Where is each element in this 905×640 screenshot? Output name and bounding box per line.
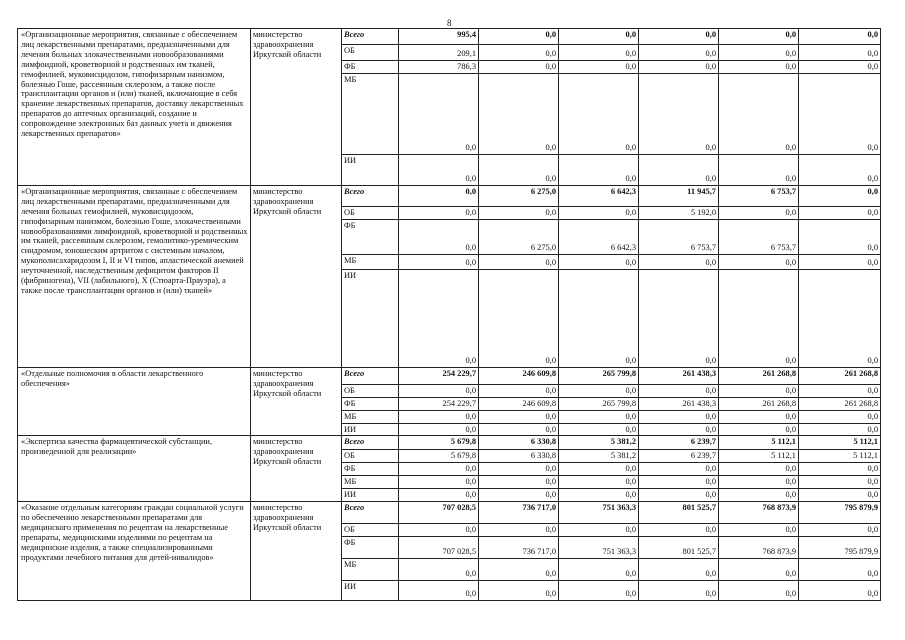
amount-cell: 6 330,8	[479, 436, 559, 450]
amount-cell: 0,0	[639, 269, 719, 367]
amount-cell: 0,0	[639, 463, 719, 476]
amount-cell: 0,0	[479, 410, 559, 423]
amount-cell: 0,0	[639, 558, 719, 580]
amount-cell: 0,0	[639, 254, 719, 269]
amount-cell: 0,0	[559, 489, 639, 502]
amount-cell: 0,0	[719, 410, 799, 423]
amount-cell: 0,0	[639, 423, 719, 436]
amount-cell: 0,0	[719, 45, 799, 61]
amount-cell: 0,0	[639, 61, 719, 74]
funding-source: ИИ	[342, 269, 399, 367]
amount-cell: 0,0	[719, 558, 799, 580]
amount-cell: 261 438,3	[639, 397, 719, 410]
amount-cell: 0,0	[719, 29, 799, 45]
funding-source: ОБ	[342, 206, 399, 219]
amount-cell: 0,0	[399, 73, 479, 154]
amount-cell: 6 642,3	[559, 185, 639, 206]
funding-source: ОБ	[342, 524, 399, 537]
table-row	[18, 185, 881, 206]
funding-source: ФБ	[342, 61, 399, 74]
responsible-organization: министерство здравоохранения Иркутской области	[251, 502, 342, 601]
amount-cell: 795 879,9	[799, 502, 881, 524]
amount-cell: 0,0	[559, 423, 639, 436]
amount-cell: 0,0	[799, 384, 881, 397]
amount-cell: 5 112,1	[799, 436, 881, 450]
amount-cell: 0,0	[639, 384, 719, 397]
funding-source: ФБ	[342, 463, 399, 476]
amount-cell: 707 028,5	[399, 502, 479, 524]
amount-cell: 265 799,8	[559, 367, 639, 384]
amount-cell: 0,0	[799, 489, 881, 502]
amount-cell: 0,0	[799, 29, 881, 45]
amount-cell: 5 112,1	[719, 436, 799, 450]
amount-cell: 0,0	[799, 410, 881, 423]
amount-cell: 6 753,7	[719, 185, 799, 206]
amount-cell: 0,0	[479, 154, 559, 185]
amount-cell: 0,0	[719, 206, 799, 219]
responsible-organization: министерство здравоохранения Иркутской области	[251, 185, 342, 367]
funding-source: ИИ	[342, 580, 399, 600]
table-row	[18, 29, 881, 45]
amount-cell: 6 275,0	[479, 185, 559, 206]
amount-cell: 0,0	[559, 524, 639, 537]
funding-source: ФБ	[342, 397, 399, 410]
amount-cell: 0,0	[719, 73, 799, 154]
amount-cell: 0,0	[639, 154, 719, 185]
amount-cell: 0,0	[799, 423, 881, 436]
funding-source: МБ	[342, 254, 399, 269]
amount-cell: 0,0	[719, 423, 799, 436]
amount-cell: 0,0	[479, 206, 559, 219]
amount-cell: 261 268,8	[719, 397, 799, 410]
funding-source: Всего	[342, 436, 399, 450]
amount-cell: 0,0	[719, 580, 799, 600]
amount-cell: 0,0	[639, 45, 719, 61]
amount-cell: 0,0	[799, 61, 881, 74]
amount-cell: 0,0	[479, 254, 559, 269]
amount-cell: 5 112,1	[799, 450, 881, 463]
amount-cell: 0,0	[479, 423, 559, 436]
amount-cell: 209,1	[399, 45, 479, 61]
amount-cell: 0,0	[719, 476, 799, 489]
amount-cell: 0,0	[399, 489, 479, 502]
amount-cell: 0,0	[559, 154, 639, 185]
amount-cell: 0,0	[479, 489, 559, 502]
amount-cell: 6 275,0	[479, 219, 559, 254]
amount-cell: 5 192,0	[639, 206, 719, 219]
amount-cell: 0,0	[479, 29, 559, 45]
amount-cell: 0,0	[799, 73, 881, 154]
funding-source: Всего	[342, 502, 399, 524]
amount-cell: 265 799,8	[559, 397, 639, 410]
amount-cell: 0,0	[399, 410, 479, 423]
amount-cell: 0,0	[639, 410, 719, 423]
amount-cell: 0,0	[799, 45, 881, 61]
amount-cell: 0,0	[479, 61, 559, 74]
amount-cell: 0,0	[559, 463, 639, 476]
amount-cell: 11 945,7	[639, 185, 719, 206]
amount-cell: 5 679,8	[399, 436, 479, 450]
funding-source: ИИ	[342, 154, 399, 185]
activity-description: «Экспертиза качества фармацевтической субстанции, произведенной для реализации»	[18, 436, 251, 502]
amount-cell: 0,0	[719, 61, 799, 74]
activity-description: «Оказание отдельным категориям граждан социальной услуги по обеспечению лекарственными препаратами для медицинского применения по рецептам на лекарственные препараты, медицинскими изделиями по рецептам на медицинские изделия, а также специализированными продуктами лечебного питания для детей-инвалидов»	[18, 502, 251, 601]
amount-cell: 254 229,7	[399, 397, 479, 410]
funding-source: ОБ	[342, 45, 399, 61]
responsible-organization: министерство здравоохранения Иркутской области	[251, 367, 342, 436]
amount-cell: 0,0	[479, 73, 559, 154]
amount-cell: 0,0	[799, 463, 881, 476]
amount-cell: 0,0	[479, 580, 559, 600]
amount-cell: 0,0	[559, 29, 639, 45]
amount-cell: 801 525,7	[639, 502, 719, 524]
amount-cell: 0,0	[479, 384, 559, 397]
amount-cell: 261 268,8	[799, 397, 881, 410]
amount-cell: 751 363,3	[559, 502, 639, 524]
amount-cell: 0,0	[799, 206, 881, 219]
funding-source: МБ	[342, 73, 399, 154]
amount-cell: 0,0	[559, 45, 639, 61]
amount-cell: 261 268,8	[799, 367, 881, 384]
table-row	[18, 367, 881, 384]
amount-cell: 0,0	[559, 269, 639, 367]
amount-cell: 0,0	[559, 254, 639, 269]
funding-source: ФБ	[342, 219, 399, 254]
amount-cell: 0,0	[799, 524, 881, 537]
amount-cell: 261 268,8	[719, 367, 799, 384]
amount-cell: 768 873,9	[719, 536, 799, 558]
amount-cell: 0,0	[399, 524, 479, 537]
amount-cell: 0,0	[399, 154, 479, 185]
amount-cell: 786,3	[399, 61, 479, 74]
funding-source: ИИ	[342, 489, 399, 502]
amount-cell: 736 717,0	[479, 502, 559, 524]
funding-source: МБ	[342, 558, 399, 580]
funding-source: ОБ	[342, 450, 399, 463]
amount-cell: 0,0	[639, 73, 719, 154]
amount-cell: 5 679,8	[399, 450, 479, 463]
amount-cell: 0,0	[559, 384, 639, 397]
responsible-organization: министерство здравоохранения Иркутской области	[251, 436, 342, 502]
funding-source: МБ	[342, 410, 399, 423]
amount-cell: 736 717,0	[479, 536, 559, 558]
amount-cell: 0,0	[479, 45, 559, 61]
funding-source: Всего	[342, 367, 399, 384]
amount-cell: 0,0	[399, 384, 479, 397]
amount-cell: 0,0	[399, 254, 479, 269]
amount-cell: 246 609,8	[479, 397, 559, 410]
amount-cell: 0,0	[799, 219, 881, 254]
amount-cell: 795 879,9	[799, 536, 881, 558]
amount-cell: 6 239,7	[639, 436, 719, 450]
amount-cell: 0,0	[399, 269, 479, 367]
amount-cell: 0,0	[399, 185, 479, 206]
amount-cell: 0,0	[479, 558, 559, 580]
amount-cell: 0,0	[799, 558, 881, 580]
funding-source: ОБ	[342, 384, 399, 397]
amount-cell: 5 381,2	[559, 450, 639, 463]
activity-description: «Организационные мероприятия, связанные с обеспечением лиц лекарственными препаратами, предназначенными для лечения больных гемофилией, муковисцидозом, гипофизарным нанизмом, болезнью Гоше, злокачественными новообразованиями лимфоидной, кроветворной и родственных им тканей, рассеянным склерозом, гемолитико-уремическим синдромом, юношеским артритом с системным началом, мукополисахаридозом I, II и VI типов, апластической анемией неуточненной, наследственным дефицитом факторов II (фибриногена), VII (лабильного), X (Стюарта-Прауэра), а также после трансплантации органов и (или) тканей»	[18, 185, 251, 367]
amount-cell: 801 525,7	[639, 536, 719, 558]
amount-cell: 0,0	[399, 558, 479, 580]
funding-source: ИИ	[342, 423, 399, 436]
page-number: 8	[447, 18, 452, 28]
table-row	[18, 502, 881, 524]
amount-cell: 0,0	[479, 269, 559, 367]
amount-cell: 0,0	[799, 254, 881, 269]
amount-cell: 254 229,7	[399, 367, 479, 384]
amount-cell: 995,4	[399, 29, 479, 45]
amount-cell: 0,0	[719, 463, 799, 476]
amount-cell: 0,0	[639, 476, 719, 489]
amount-cell: 0,0	[399, 476, 479, 489]
amount-cell: 5 112,1	[719, 450, 799, 463]
amount-cell: 0,0	[639, 489, 719, 502]
amount-cell: 0,0	[479, 524, 559, 537]
amount-cell: 0,0	[799, 154, 881, 185]
amount-cell: 0,0	[719, 489, 799, 502]
amount-cell: 246 609,8	[479, 367, 559, 384]
funding-source: ФБ	[342, 536, 399, 558]
table-row	[18, 436, 881, 450]
amount-cell: 6 330,8	[479, 450, 559, 463]
amount-cell: 0,0	[639, 29, 719, 45]
amount-cell: 0,0	[639, 580, 719, 600]
amount-cell: 768 873,9	[719, 502, 799, 524]
amount-cell: 0,0	[399, 219, 479, 254]
amount-cell: 0,0	[719, 154, 799, 185]
amount-cell: 0,0	[559, 61, 639, 74]
funding-table	[17, 28, 881, 601]
funding-source: Всего	[342, 29, 399, 45]
amount-cell: 0,0	[799, 269, 881, 367]
activity-description: «Организационные мероприятия, связанные с обеспечением лиц лекарственными препаратами, предназначенными для лечения больных злокачественными новообразованиями лимфоидной, кроветворной и родственных им тканей, гемофилией, муковисцидозом, гипофизарным нанизмом, болезнью Гоше, рассеянным склерозом, а также после трансплантации органов и (или) тканей, включающие в себя хранение лекарственных препаратов, доставку лекарственных препаратов до аптечных организаций, создание и сопровождение электронных баз данных учета и движения лекарственных препаратов»	[18, 29, 251, 186]
amount-cell: 0,0	[719, 254, 799, 269]
amount-cell: 0,0	[799, 185, 881, 206]
amount-cell: 6 239,7	[639, 450, 719, 463]
amount-cell: 6 753,7	[719, 219, 799, 254]
amount-cell: 0,0	[399, 463, 479, 476]
amount-cell: 0,0	[719, 269, 799, 367]
amount-cell: 0,0	[559, 476, 639, 489]
amount-cell: 6 642,3	[559, 219, 639, 254]
amount-cell: 0,0	[399, 580, 479, 600]
amount-cell: 707 028,5	[399, 536, 479, 558]
amount-cell: 0,0	[399, 423, 479, 436]
amount-cell: 0,0	[799, 476, 881, 489]
amount-cell: 0,0	[639, 524, 719, 537]
amount-cell: 0,0	[559, 206, 639, 219]
amount-cell: 751 363,3	[559, 536, 639, 558]
amount-cell: 5 381,2	[559, 436, 639, 450]
responsible-organization: министерство здравоохранения Иркутской области	[251, 29, 342, 186]
funding-source: МБ	[342, 476, 399, 489]
amount-cell: 6 753,7	[639, 219, 719, 254]
amount-cell: 261 438,3	[639, 367, 719, 384]
amount-cell: 0,0	[559, 580, 639, 600]
amount-cell: 0,0	[399, 206, 479, 219]
amount-cell: 0,0	[479, 463, 559, 476]
amount-cell: 0,0	[479, 476, 559, 489]
amount-cell: 0,0	[719, 384, 799, 397]
amount-cell: 0,0	[559, 558, 639, 580]
funding-source: Всего	[342, 185, 399, 206]
amount-cell: 0,0	[799, 580, 881, 600]
amount-cell: 0,0	[559, 410, 639, 423]
amount-cell: 0,0	[719, 524, 799, 537]
amount-cell: 0,0	[559, 73, 639, 154]
activity-description: «Отдельные полномочия в области лекарственного обеспечения»	[18, 367, 251, 436]
